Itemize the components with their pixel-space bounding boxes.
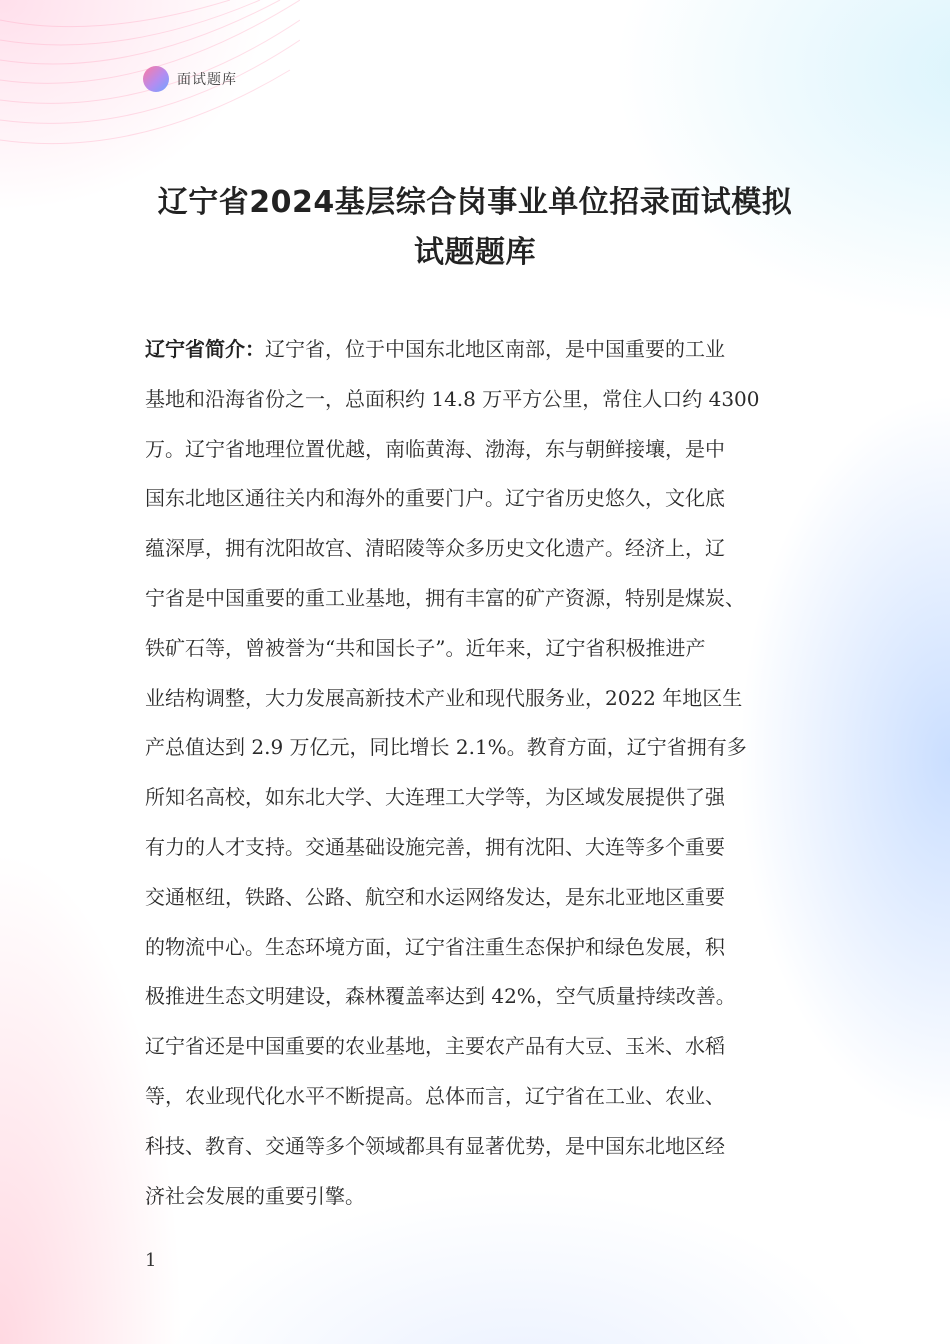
paragraph-line: 的物流中心。生态环境方面，辽宁省注重生态保护和绿色发展，积: [145, 934, 725, 959]
document-title: [120, 178, 830, 278]
intro-line-text: 辽宁省，位于中国东北地区南部，是中国重要的工业: [265, 337, 725, 361]
paragraph-line: 蕴深厚，拥有沈阳故宫、清昭陵等众多历史文化遗产。经济上，辽: [145, 536, 725, 561]
paragraph-line: 等，农业现代化水平不断提高。总体而言，辽宁省在工业、农业、: [145, 1083, 725, 1108]
paragraph-line: 宁省是中国重要的重工业基地，拥有丰富的矿产资源，特别是煤炭、: [145, 585, 745, 610]
title-line-1: 辽宁省2024基层综合岗事业单位招录面试模拟: [157, 185, 793, 220]
paragraph-line: 辽宁省还是中国重要的农业基地，主要农产品有大豆、玉米、水稻: [145, 1034, 725, 1059]
logo-icon: [143, 66, 169, 92]
page-number: 1: [145, 1250, 157, 1271]
intro-label: 辽宁省简介：: [145, 337, 265, 361]
paragraph-line: 基地和沿海省份之一，总面积约 14.8 万平方公里，常住人口约 4300: [145, 386, 760, 411]
paragraph-line: 交通枢纽，铁路、公路、航空和水运网络发达，是东北亚地区重要: [145, 884, 725, 909]
paragraph-line: 所知名高校，如东北大学、大连理工大学等，为区域发展提供了强: [145, 785, 725, 810]
intro-paragraph: [145, 325, 810, 1221]
paragraph-line: 济社会发展的重要引擎。: [145, 1183, 365, 1208]
paragraph-line: [145, 325, 810, 375]
paragraph-line: 万。辽宁省地理位置优越，南临黄海、渤海，东与朝鲜接壤，是中: [145, 436, 725, 461]
paragraph-line: 产总值达到 2.9 万亿元，同比增长 2.1%。教育方面，辽宁省拥有多: [145, 735, 747, 760]
paragraph-line: 业结构调整，大力发展高新技术产业和现代服务业，2022 年地区生: [145, 685, 743, 710]
paragraph-line: 铁矿石等，曾被誉为“共和国长子”。近年来，辽宁省积极推进产: [145, 635, 706, 660]
title-line-2: 试题题库: [414, 235, 536, 270]
paragraph-line: 国东北地区通往关内和海外的重要门户。辽宁省历史悠久，文化底: [145, 486, 725, 511]
paragraph-line: 极推进生态文明建设，森林覆盖率达到 42%，空气质量持续改善。: [145, 984, 736, 1009]
paragraph-line: 科技、教育、交通等多个领域都具有显著优势，是中国东北地区经: [145, 1133, 725, 1158]
header-label: 面试题库: [177, 72, 237, 88]
header: [143, 66, 237, 92]
paragraph-line: 有力的人才支持。交通基础设施完善，拥有沈阳、大连等多个重要: [145, 834, 725, 859]
